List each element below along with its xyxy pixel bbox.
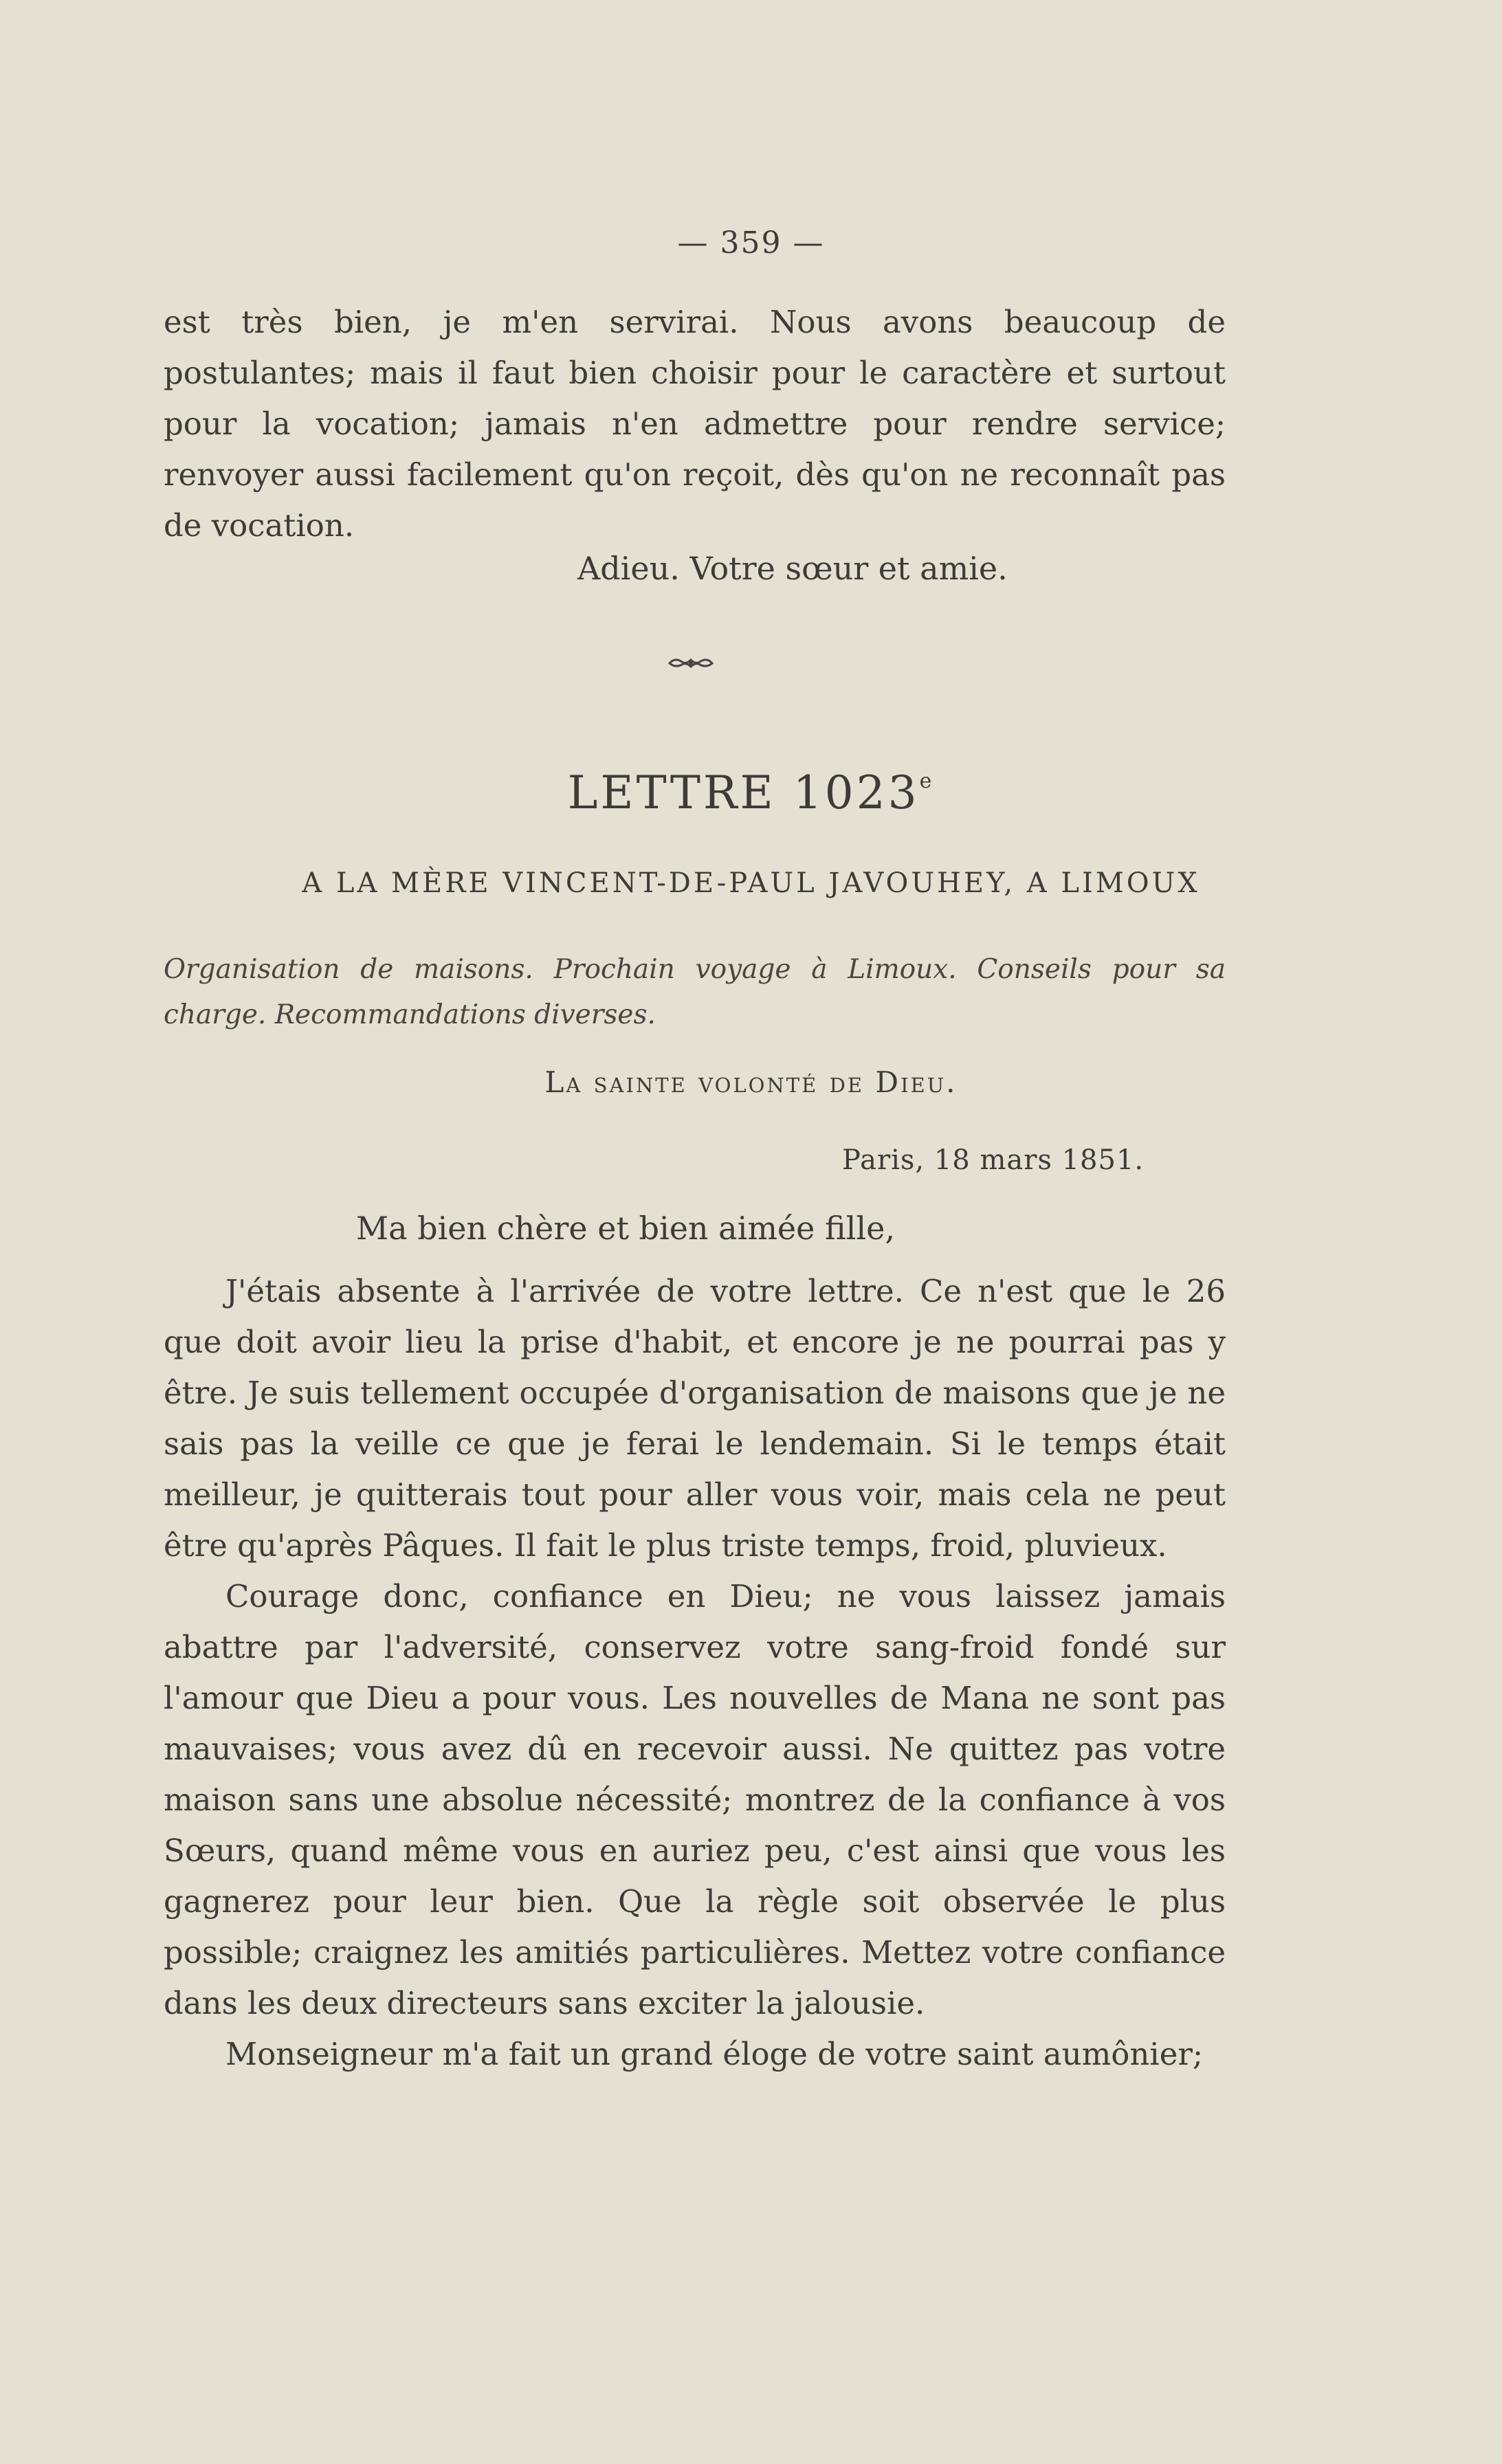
- body-paragraph: Monseigneur m'a fait un grand éloge de votre saint aumônier;: [225, 2036, 1204, 2072]
- letter-dateline: Paris, 18 mars 1851.: [842, 1144, 1145, 1176]
- opening-paragraph-block: [164, 297, 1226, 551]
- letter-title-suffix: e: [919, 769, 935, 793]
- closing-line: Adieu. Votre sœur et amie.: [577, 550, 1008, 587]
- letter-title: [0, 766, 1502, 819]
- letter-body: [164, 1266, 1226, 2080]
- body-paragraph: J'étais absente à l'arrivée de votre lettre. Ce n'est que le 26 que doit avoir lieu la prise d'habit, et encore je ne pourrai pas y être. Je suis tellement occupée d'organisation de maisons que je ne sais pas la veille ce que je ferai le lendemain. Si le temps était meilleur, je quitterais tout pour aller vous voir, mais cela ne peut être qu'après Pâques. Il fait le plus triste temps, froid, pluvieux.: [164, 1273, 1226, 1564]
- letter-motto: La sainte volonté de Dieu.: [544, 1065, 958, 1099]
- letter-title-text: LETTRE 1023: [567, 766, 920, 819]
- page-number: — 359 —: [677, 225, 825, 260]
- letter-salutation: Ma bien chère et bien aimée fille,: [356, 1210, 895, 1247]
- opening-paragraph: est très bien, je m'en servirai. Nous avons beaucoup de postulantes; mais il faut bien choisir pour le caractère et surtout pour la vocation; jamais n'en admettre pour rendre service; renvoyer aussi facilement qu'on reçoit, dès qu'on ne reconnaît pas de vocation.: [164, 304, 1226, 544]
- fleuron-ornament-icon: [667, 653, 715, 674]
- letter-recipient: A LA MÈRE VINCENT-DE-PAUL JAVOUHEY, A LIMOUX: [302, 867, 1200, 899]
- body-paragraph: Courage donc, confiance en Dieu; ne vous laissez jamais abattre par l'adversité, conservez votre sang-froid fondé sur l'amour que Dieu a pour vous. Les nouvelles de Mana ne sont pas mauvaises; vous avez dû en recevoir aussi. Ne quittez pas votre maison sans une absolue nécessité; montrez de la confiance à vos Sœurs, quand même vous en auriez peu, c'est ainsi que vous les gagnerez pour leur bien. Que la règle soit observée le plus possible; craignez les amitiés particulières. Mettez votre confiance dans les deux directeurs sans exciter la jalousie.: [164, 1578, 1226, 2021]
- letter-summary: Organisation de maisons. Prochain voyage à Limoux. Conseils pour sa charge. Recommandations diverses.: [164, 954, 1226, 1030]
